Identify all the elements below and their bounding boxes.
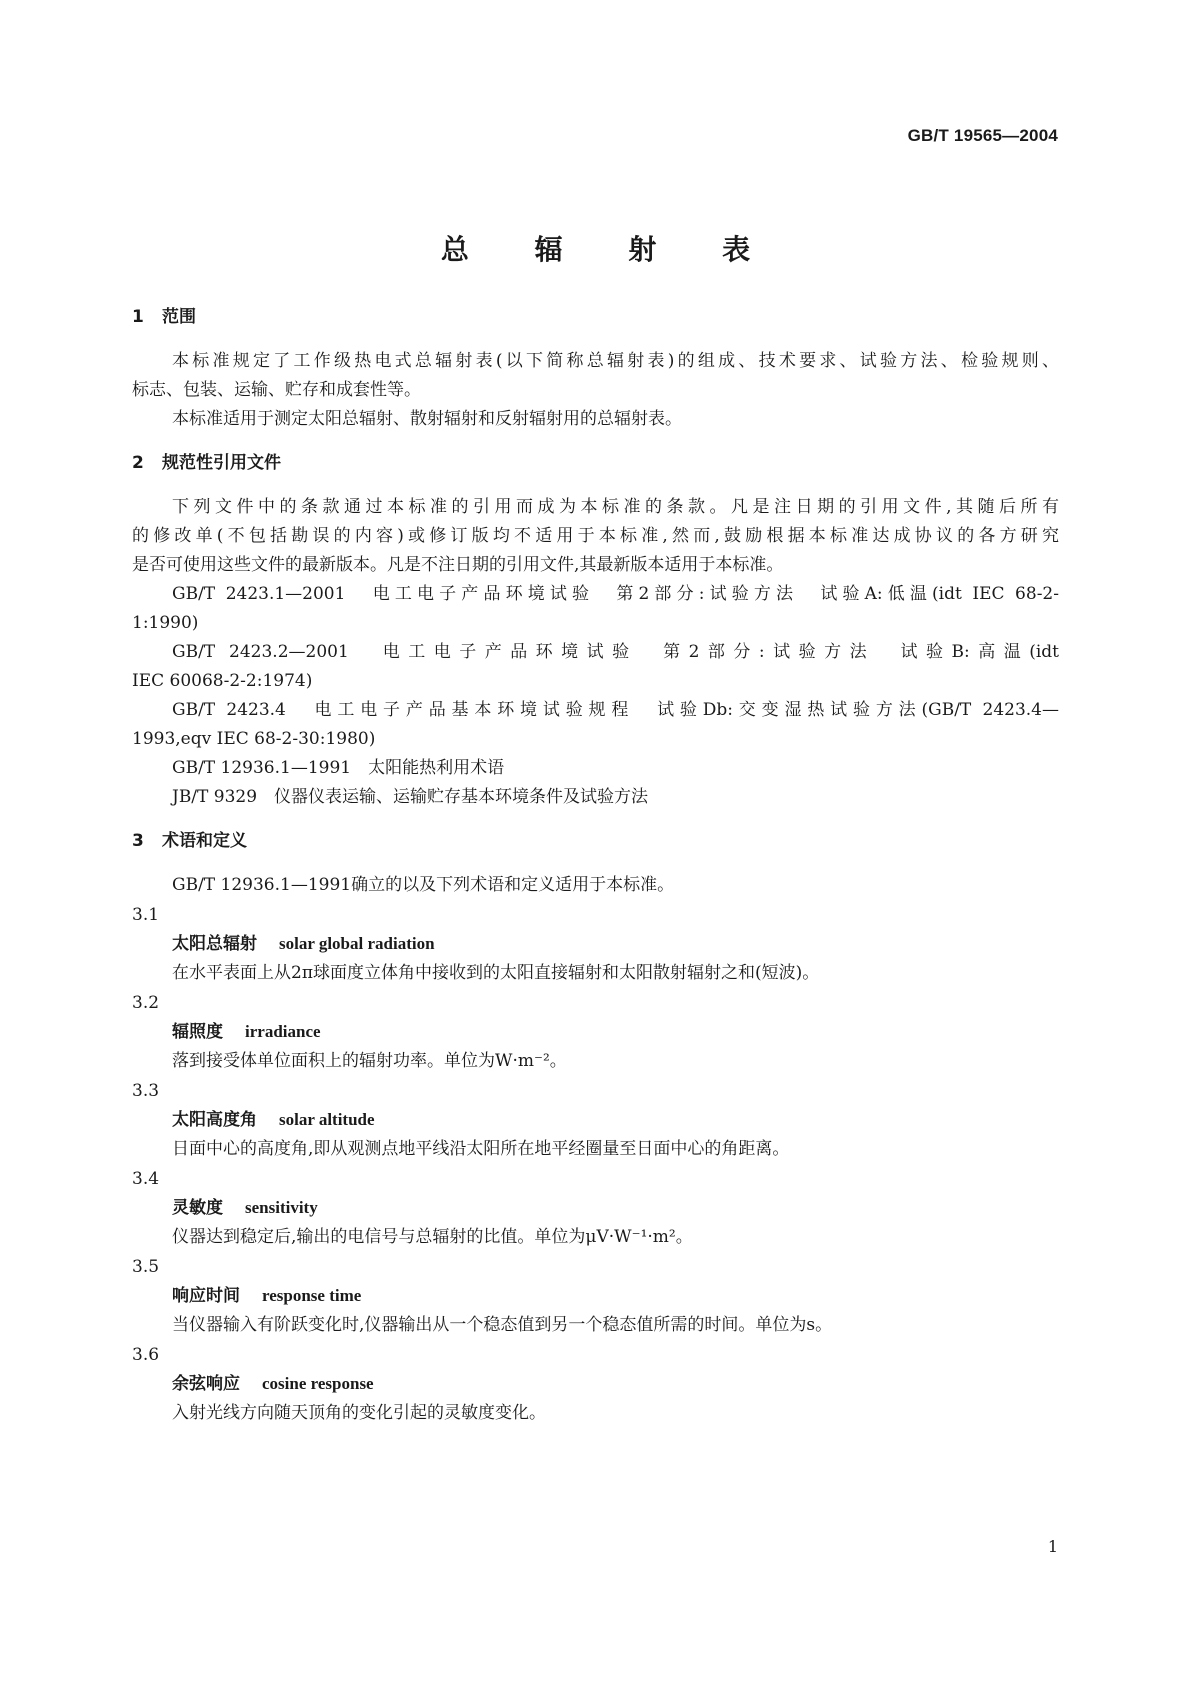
term-number: 3.5 bbox=[132, 1257, 160, 1277]
term-name-en: cosine response bbox=[262, 1374, 374, 1393]
term-number: 3.1 bbox=[132, 905, 160, 925]
section-title: 术语和定义 bbox=[162, 831, 247, 851]
term-name-cn: 辐照度 bbox=[172, 1022, 223, 1042]
term-name-en: solar altitude bbox=[279, 1110, 375, 1129]
term-definition: 入射光线方向随天顶角的变化引起的灵敏度变化。 bbox=[172, 1403, 546, 1423]
term-heading bbox=[172, 1281, 1059, 1311]
term-name-cn: 响应时间 bbox=[172, 1286, 240, 1306]
reference-entry-cont: IEC 60068-2-2:1974) bbox=[132, 671, 313, 691]
section-1-heading bbox=[132, 302, 1059, 332]
reference-entry: GB/T 2423.2—2001 电工电子产品环境试验 第2部分:试验方法 试验B:高温(idt bbox=[172, 642, 1059, 662]
term-name-en: irradiance bbox=[245, 1022, 321, 1041]
term-heading bbox=[172, 1369, 1059, 1399]
term-name-cn: 太阳总辐射 bbox=[172, 934, 257, 954]
term-number: 3.4 bbox=[132, 1169, 160, 1189]
term-definition: 落到接受体单位面积上的辐射功率。单位为W·m⁻²。 bbox=[172, 1051, 567, 1071]
page-number: 1 bbox=[1047, 1537, 1058, 1556]
section-number: 1 bbox=[132, 307, 144, 327]
section-3-heading bbox=[132, 826, 1059, 856]
section-2-heading bbox=[132, 448, 1059, 478]
term-heading bbox=[172, 929, 1059, 959]
paragraph-line: 标志、包装、运输、贮存和成套性等。 bbox=[132, 380, 421, 400]
term-heading bbox=[172, 1105, 1059, 1135]
paragraph-line: 下列文件中的条款通过本标准的引用而成为本标准的条款。凡是注日期的引用文件,其随后所有 bbox=[172, 497, 1059, 517]
section-title: 规范性引用文件 bbox=[162, 453, 281, 473]
term-number: 3.2 bbox=[132, 993, 160, 1013]
term-definition: 当仪器输入有阶跃变化时,仪器输出从一个稳态值到另一个稳态值所需的时间。单位为s。 bbox=[172, 1315, 833, 1335]
reference-entry-cont: 1:1990) bbox=[132, 613, 199, 633]
term-name-cn: 灵敏度 bbox=[172, 1198, 223, 1218]
reference-entry-cont: 1993,eqv IEC 68-2-30:1980) bbox=[132, 729, 376, 749]
term-name-cn: 余弦响应 bbox=[172, 1374, 240, 1394]
paragraph-line: 是否可使用这些文件的最新版本。凡是不注日期的引用文件,其最新版本适用于本标准。 bbox=[132, 555, 784, 575]
section-number: 3 bbox=[132, 831, 144, 851]
reference-entry: GB/T 2423.1—2001 电工电子产品环境试验 第2部分:试验方法 试验A:低温(idt IEC 68-2- bbox=[172, 584, 1059, 604]
reference-entry: JB/T 9329 仪器仪表运输、运输贮存基本环境条件及试验方法 bbox=[172, 787, 649, 807]
term-heading bbox=[172, 1193, 1059, 1223]
reference-entry: GB/T 12936.1—1991 太阳能热利用术语 bbox=[172, 758, 505, 778]
term-name-en: solar global radiation bbox=[279, 934, 435, 953]
term-definition: 在水平表面上从2π球面度立体角中接收到的太阳直接辐射和太阳散射辐射之和(短波)。 bbox=[172, 963, 820, 983]
term-name-cn: 太阳高度角 bbox=[172, 1110, 257, 1130]
paragraph-line: GB/T 12936.1—1991确立的以及下列术语和定义适用于本标准。 bbox=[172, 875, 675, 895]
paragraph-line: 本标准适用于测定太阳总辐射、散射辐射和反射辐射用的总辐射表。 bbox=[172, 409, 682, 429]
document-title: 总 辐 射 表 bbox=[440, 233, 779, 266]
term-definition: 仪器达到稳定后,输出的电信号与总辐射的比值。单位为μV·W⁻¹·m²。 bbox=[172, 1227, 693, 1247]
standard-code: GB/T 19565—2004 bbox=[907, 126, 1058, 145]
section-title: 范围 bbox=[162, 307, 196, 327]
term-name-en: sensitivity bbox=[245, 1198, 318, 1217]
section-number: 2 bbox=[132, 453, 144, 473]
term-number: 3.6 bbox=[132, 1345, 160, 1365]
term-number: 3.3 bbox=[132, 1081, 160, 1101]
term-definition: 日面中心的高度角,即从观测点地平线沿太阳所在地平经圈量至日面中心的角距离。 bbox=[172, 1139, 790, 1159]
term-name-en: response time bbox=[262, 1286, 362, 1305]
reference-entry: GB/T 2423.4 电工电子产品基本环境试验规程 试验Db:交变湿热试验方法(GB/T 2423.4— bbox=[172, 700, 1059, 720]
term-heading bbox=[172, 1017, 1059, 1047]
paragraph-line: 的修改单(不包括勘误的内容)或修订版均不适用于本标准,然而,鼓励根据本标准达成协议的各方研究 bbox=[132, 526, 1059, 546]
paragraph-line: 本标准规定了工作级热电式总辐射表(以下简称总辐射表)的组成、技术要求、试验方法、检验规则、 bbox=[172, 351, 1059, 371]
